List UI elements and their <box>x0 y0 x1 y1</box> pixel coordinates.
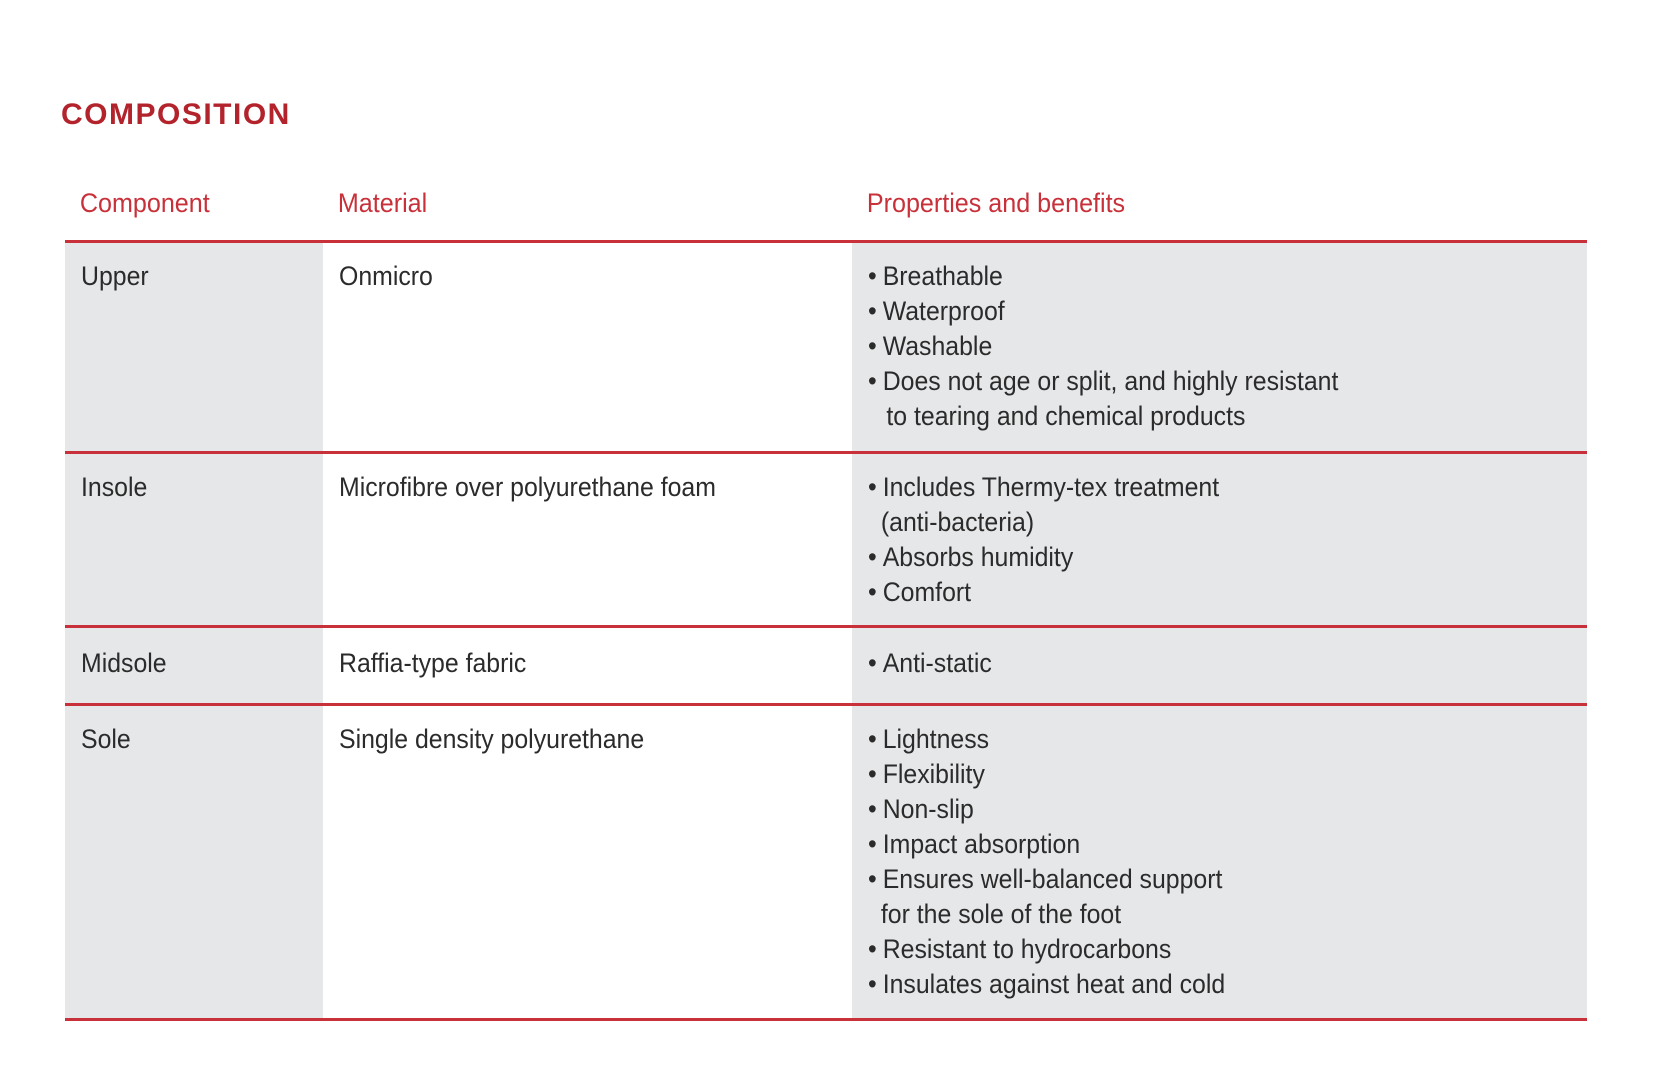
property-item: • Absorbs humidity <box>868 542 1074 572</box>
page-title: COMPOSITION <box>61 98 291 131</box>
component-name: Sole <box>81 724 131 754</box>
material-cell <box>323 454 852 625</box>
properties-cell <box>852 243 1587 451</box>
component-name: Insole <box>81 472 148 502</box>
component-cell <box>65 243 323 451</box>
property-item: • Non-slip <box>868 794 974 824</box>
table-row <box>65 454 1587 628</box>
component-cell <box>65 454 323 625</box>
component-name: Upper <box>81 261 149 291</box>
table-row <box>65 706 1587 1021</box>
component-cell <box>65 706 323 1018</box>
property-item: • Washable <box>868 331 993 361</box>
properties-cell <box>852 628 1587 703</box>
property-item: • Breathable <box>868 261 1003 291</box>
material-cell <box>323 706 852 1018</box>
property-item: • Ensures well-balanced support <box>868 864 1223 894</box>
properties-list <box>868 722 1587 1002</box>
property-item: • Waterproof <box>868 296 1005 326</box>
component-cell <box>65 628 323 703</box>
header-properties: Properties and benefits <box>866 188 1126 218</box>
property-item: • Lightness <box>868 724 990 754</box>
material-name: Raffia-type fabric <box>339 648 527 678</box>
properties-cell <box>852 454 1587 625</box>
property-item: • Does not age or split, and highly resistant <box>868 366 1339 396</box>
table-header <box>65 180 1587 243</box>
property-item: • Anti-static <box>868 648 992 678</box>
header-component: Component <box>79 188 210 218</box>
property-item: • Resistant to hydrocarbons <box>868 934 1172 964</box>
header-material: Material <box>337 188 428 218</box>
property-item-continuation: (anti-bacteria) <box>880 507 1035 537</box>
property-item: • Insulates against heat and cold <box>868 969 1226 999</box>
properties-list <box>868 646 1587 681</box>
property-item: • Impact absorption <box>868 829 1081 859</box>
table-row <box>65 243 1587 454</box>
properties-cell <box>852 706 1587 1018</box>
table-row <box>65 628 1587 706</box>
material-name: Microfibre over polyurethane foam <box>339 472 716 502</box>
property-item: • Comfort <box>868 577 972 607</box>
properties-list <box>868 470 1587 610</box>
material-cell <box>323 628 852 703</box>
property-item: • Includes Thermy-tex treatment <box>868 472 1220 502</box>
composition-table <box>65 180 1587 1021</box>
component-name: Midsole <box>81 648 167 678</box>
properties-list <box>868 259 1587 434</box>
property-item-continuation: to tearing and chemical products <box>886 401 1246 431</box>
property-item-continuation: for the sole of the foot <box>880 899 1122 929</box>
material-name: Single density polyurethane <box>339 724 645 754</box>
property-item: • Flexibility <box>868 759 985 789</box>
material-cell <box>323 243 852 451</box>
material-name: Onmicro <box>339 261 433 291</box>
